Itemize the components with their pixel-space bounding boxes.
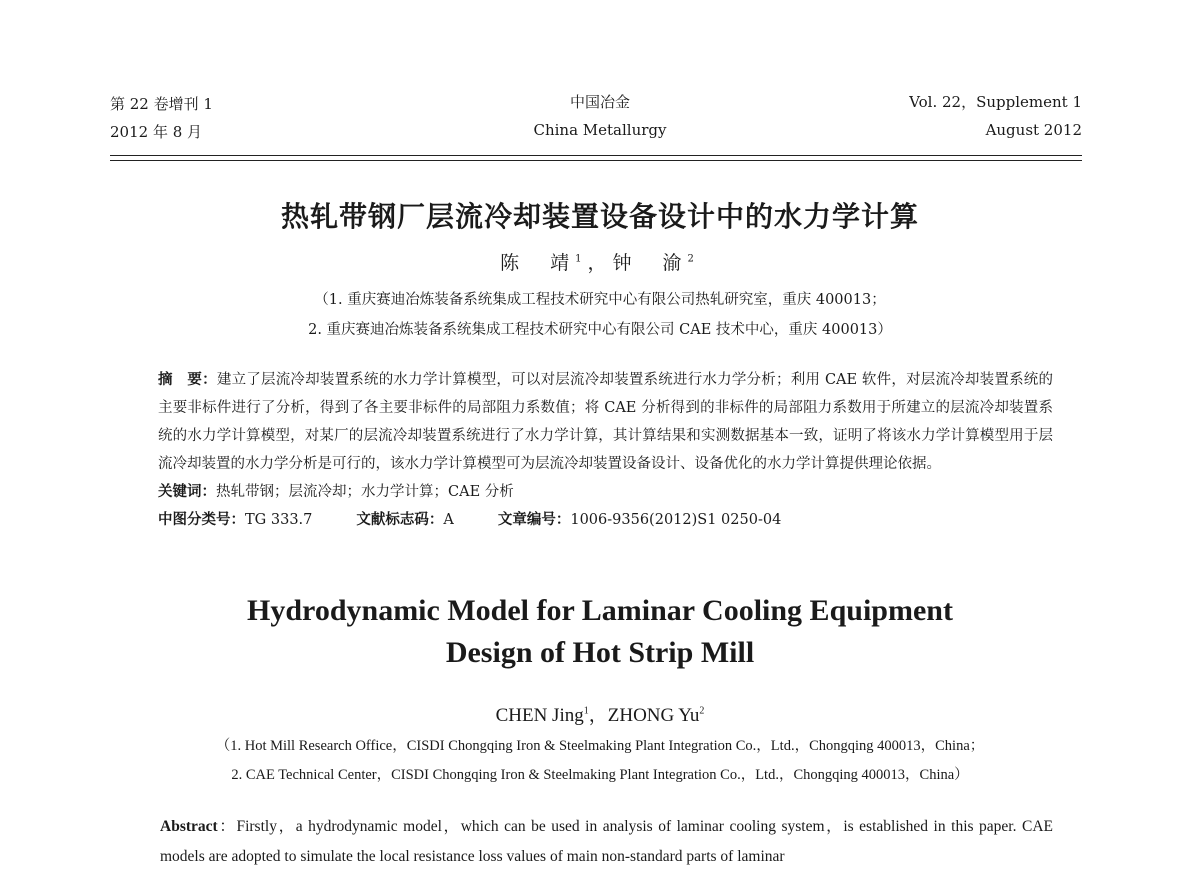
authors-cn — [0, 248, 1200, 275]
keywords-text-cn: 热轧带钢；层流冷却；水力学计算；CAE 分析 — [216, 484, 514, 500]
affiliation-1-cn: （1. 重庆赛迪冶炼装备系统集成工程技术研究中心有限公司热轧研究室，重庆 400013； — [314, 292, 886, 308]
author-1-en: CHEN Jing — [495, 705, 584, 726]
paper-title-en — [0, 590, 1200, 674]
classification-line — [158, 506, 1053, 534]
abstract-label-en: Abstract — [160, 818, 218, 835]
header-rule-top — [110, 155, 1082, 156]
abstract-en — [160, 812, 1053, 872]
journal-name-cn: 中国冶金 — [569, 93, 630, 111]
author-2-sup-cn: 2 — [687, 253, 700, 265]
volume-en: Vol. 22，Supplement 1 — [909, 93, 1082, 111]
affiliation-1-en: （1. Hot Mill Research Office，CISDI Chongqing Iron & Steelmaking Plant Integration Co.，Ltd.，Chongqing 400013，China； — [215, 738, 985, 754]
abstract-text-en: ：Firstly，a hydrodynamic model，which can be used in analysis of laminar cooling system，is established in this paper. CAE models are adopted to simulate the local resistance loss values of main non-standard parts of laminar — [160, 818, 1053, 865]
authors-en — [0, 700, 1200, 727]
doc-code-value: A — [443, 512, 454, 528]
article-number-label: 文章编号： — [497, 512, 571, 528]
author-2-cn: 钟 渝 — [612, 252, 688, 274]
affiliation-2-cn: 2. 重庆赛迪冶炼装备系统集成工程技术研究中心有限公司 CAE 技术中心，重庆 400013） — [308, 322, 892, 338]
author-separator-cn: ， — [587, 252, 613, 274]
keywords-label-cn: 关键词： — [158, 484, 216, 500]
author-2-sup-en: 2 — [699, 705, 705, 717]
abstract-text-cn: 建立了层流冷却装置系统的水力学计算模型，可以对层流冷却装置系统进行水力学分析；利用 CAE 软件，对层流冷却装置系统的主要非标件进行了分析，得到了各主要非标件的局部阻力系数值；将 CAE 分析得到的非标件的局部阻力系数用于所建立的层流冷却装置系统的水力学计算模型，对某厂的层流冷却装置系统进行了水力学计算，其计算结果和实测数据基本一致，证明了将该水力学计算模型用于层流冷却装置的水力学分析是可行的，该水力学计算模型可为层流冷却装置设备设计、设备优化的水力学计算提供理论依据。 — [158, 372, 1053, 472]
affiliation-2-en: 2. CAE Technical Center，CISDI Chongqing Iron & Steelmaking Plant Integration Co.，Ltd.，Chongqing 400013，China） — [231, 767, 969, 783]
volume-cn: 第 22 卷增刊 1 — [110, 95, 213, 113]
header-rule-bottom — [110, 160, 1082, 161]
date-en: August 2012 — [985, 121, 1082, 139]
date-cn: 2012 年 8 月 — [110, 123, 203, 141]
paper-title-en-line-2: Design of Hot Strip Mill — [445, 636, 755, 669]
paper-title-en-line-1: Hydrodynamic Model for Laminar Cooling Equipment — [247, 594, 953, 627]
author-separator-en: ， — [588, 705, 608, 726]
paper-title-cn: 热轧带钢厂层流冷却装置设备设计中的水力学计算 — [280, 200, 919, 233]
header-right — [909, 88, 1082, 144]
doc-code-label: 文献标志码： — [356, 512, 444, 528]
clc-value: TG 333.7 — [245, 512, 313, 528]
author-1-sup-en: 1 — [583, 705, 589, 717]
author-1-sup-cn: 1 — [575, 253, 588, 265]
abstract-cn — [158, 366, 1053, 478]
abstract-cn-block — [158, 366, 1053, 534]
journal-name-en: China Metallurgy — [533, 121, 667, 139]
clc-label: 中图分类号： — [158, 512, 245, 528]
abstract-label-cn: 摘 要： — [158, 372, 217, 388]
author-1-cn: 陈 靖 — [500, 252, 576, 274]
article-number-value: 1006-9356(2012)S1 0250-04 — [570, 512, 782, 528]
keywords-cn — [158, 478, 1053, 506]
author-2-en: ZHONG Yu — [607, 705, 700, 726]
